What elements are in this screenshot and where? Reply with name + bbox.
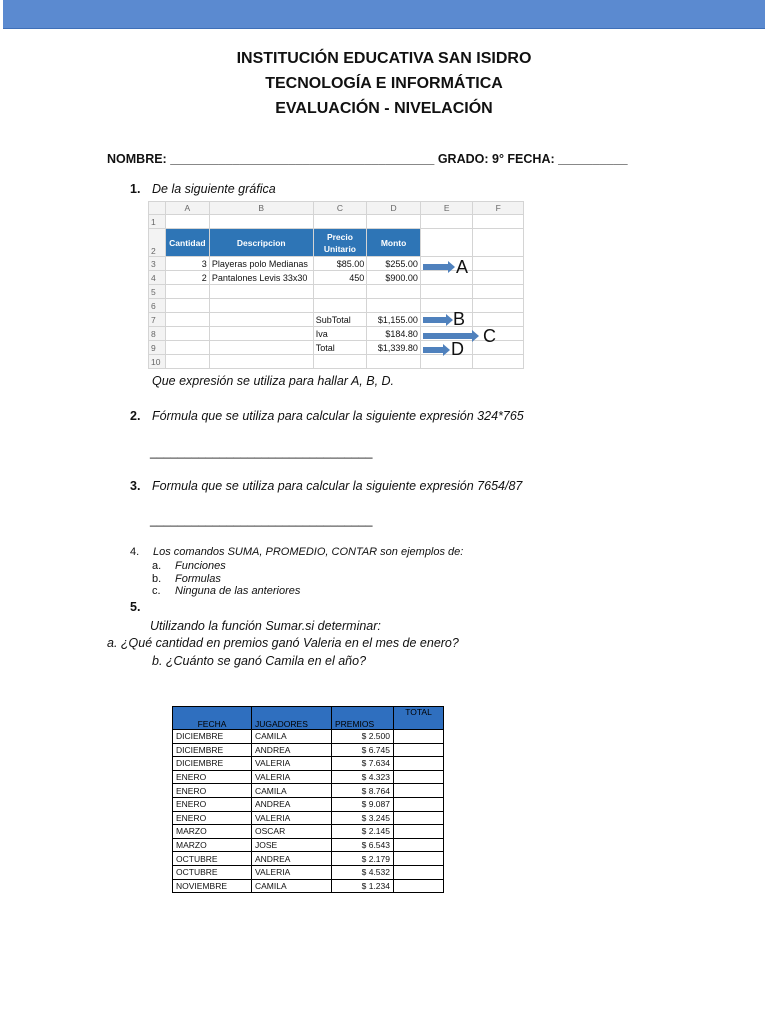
table-row	[173, 825, 444, 839]
row-number: 2	[149, 229, 166, 257]
sheet-row	[149, 355, 524, 369]
table-row	[173, 784, 444, 798]
cell-total[interactable]	[394, 797, 444, 811]
cell-total[interactable]	[394, 770, 444, 784]
premios-table	[172, 706, 444, 893]
table-row	[173, 879, 444, 893]
sheet-col-header: F	[473, 202, 524, 215]
q4-number: 4.	[130, 546, 140, 558]
sheet-row	[149, 299, 524, 313]
sheet-col-header: C	[313, 202, 367, 215]
cell-premio: $ 4.532	[332, 865, 394, 879]
school-title: INSTITUCIÓN EDUCATIVA SAN ISIDRO	[236, 50, 532, 67]
q4-option-c: Ninguna de las anteriores	[175, 585, 301, 597]
cell-desc: Playeras polo Medianas	[209, 257, 313, 271]
marker-a: A	[456, 257, 469, 277]
table-row	[173, 852, 444, 866]
q5-part-b: b. ¿Cuánto se ganó Camila en el año?	[152, 654, 367, 668]
cell-desc: Pantalones Levis 33x30	[209, 271, 313, 285]
subject-title: TECNOLOGÍA E INFORMÁTICA	[265, 75, 503, 92]
cell-iva-value: $184.80	[367, 327, 421, 341]
cell-qty: 3	[165, 257, 209, 271]
cell-total[interactable]	[394, 743, 444, 757]
header-precio-unitario: Precio Unitario	[313, 229, 367, 257]
cell-jugador: ANDREA	[252, 797, 332, 811]
table-row	[173, 865, 444, 879]
marker-b: B	[453, 309, 466, 329]
cell-total[interactable]	[394, 865, 444, 879]
cell-jugador: ANDREA	[252, 852, 332, 866]
cell-fecha: OCTUBRE	[173, 865, 252, 879]
row-number: 10	[149, 355, 166, 369]
q3-answer-line[interactable]: ________________________________	[150, 513, 373, 527]
q5-intro: Utilizando la función Sumar.si determinar:	[150, 619, 381, 633]
q2-number: 2.	[130, 409, 141, 423]
exam-title: EVALUACIÓN - NIVELACIÓN	[275, 100, 493, 117]
sheet-row	[149, 341, 524, 355]
cell-subtotal-value: $1,155.00	[367, 313, 421, 327]
cell-total[interactable]	[394, 825, 444, 839]
cell-premio: $ 2.179	[332, 852, 394, 866]
cell-fecha: ENERO	[173, 811, 252, 825]
row-number: 9	[149, 341, 166, 355]
cell-premio: $ 7.634	[332, 757, 394, 771]
cell-premio: $ 3.245	[332, 811, 394, 825]
cell-total[interactable]	[394, 811, 444, 825]
cell-total-value: $1,339.80	[367, 341, 421, 355]
sheet-corner	[149, 202, 166, 215]
cell-premio: $ 6.543	[332, 838, 394, 852]
table-row	[173, 743, 444, 757]
cell-total[interactable]	[394, 879, 444, 893]
table-row	[173, 811, 444, 825]
marker-d: D	[451, 339, 464, 359]
cell-jugador: VALERIA	[252, 811, 332, 825]
sheet-row	[149, 313, 524, 327]
marker-c: C	[483, 326, 496, 346]
sheet-col-header: D	[367, 202, 421, 215]
row-number: 3	[149, 257, 166, 271]
sheet-row	[149, 215, 524, 229]
student-info-line: NOMBRE: ______________________________________ GRADO: 9° FECHA: __________	[107, 152, 628, 166]
cell-jugador: CAMILA	[252, 784, 332, 798]
cell-jugador: VALERIA	[252, 757, 332, 771]
q4-option-letter: a.	[152, 560, 162, 572]
cell-premio: $ 2.145	[332, 825, 394, 839]
header-monto: Monto	[367, 229, 421, 257]
cell-premio: $ 9.087	[332, 797, 394, 811]
q3-number: 3.	[130, 479, 141, 493]
row-number: 8	[149, 327, 166, 341]
cell-fecha: ENERO	[173, 770, 252, 784]
q4-option-letter: b.	[152, 573, 162, 585]
cell-fecha: NOVIEMBRE	[173, 879, 252, 893]
q4-text: Los comandos SUMA, PROMEDIO, CONTAR son ejemplos de:	[153, 546, 464, 558]
cell-fecha: MARZO	[173, 825, 252, 839]
cell-total[interactable]	[394, 730, 444, 744]
q4-option-a: Funciones	[175, 560, 226, 572]
q1-followup: Que expresión se utiliza para hallar A, B, D.	[152, 374, 395, 388]
row-number: 7	[149, 313, 166, 327]
sheet-header-row	[149, 229, 524, 257]
cell-total-label: Total	[313, 341, 367, 355]
cell-amount: $900.00	[367, 271, 421, 285]
header-fecha: FECHA	[173, 707, 252, 730]
q2-text: Fórmula que se utiliza para calcular la siguiente expresión 324*765	[152, 409, 524, 423]
cell-qty: 2	[165, 271, 209, 285]
table-row	[173, 757, 444, 771]
row-number: 4	[149, 271, 166, 285]
header-jugadores: JUGADORES	[252, 707, 332, 730]
cell-fecha: DICIEMBRE	[173, 757, 252, 771]
header-premios: PREMIOS	[332, 707, 394, 730]
q4-option-letter: c.	[152, 585, 161, 597]
header-total: TOTAL	[394, 707, 444, 730]
q5-part-a: a. ¿Qué cantidad en premios ganó Valeria en el mes de enero?	[107, 636, 459, 650]
cell-jugador: OSCAR	[252, 825, 332, 839]
sheet-col-header: B	[209, 202, 313, 215]
cell-fecha: ENERO	[173, 784, 252, 798]
cell-premio: $ 6.745	[332, 743, 394, 757]
sheet-col-header: E	[420, 202, 473, 215]
cell-jugador: VALERIA	[252, 865, 332, 879]
cell-jugador: ANDREA	[252, 743, 332, 757]
row-number: 1	[149, 215, 166, 229]
q3-text: Formula que se utiliza para calcular la siguiente expresión 7654/87	[152, 479, 523, 493]
table-row	[173, 797, 444, 811]
premios-header-row	[173, 707, 444, 730]
cell-fecha: ENERO	[173, 797, 252, 811]
cell-jugador: CAMILA	[252, 730, 332, 744]
cell-iva-label: Iva	[313, 327, 367, 341]
cell-jugador: CAMILA	[252, 879, 332, 893]
spreadsheet-image	[148, 201, 524, 369]
cell-total[interactable]	[394, 784, 444, 798]
cell-subtotal-label: SubTotal	[313, 313, 367, 327]
cell-jugador: JOSE	[252, 838, 332, 852]
q4-option-b: Formulas	[175, 573, 221, 585]
arrow-icon	[423, 317, 447, 323]
cell-total[interactable]	[394, 852, 444, 866]
cell-fecha: DICIEMBRE	[173, 730, 252, 744]
cell-premio: $ 1.234	[332, 879, 394, 893]
top-banner	[3, 0, 765, 29]
table-row	[173, 838, 444, 852]
q2-answer-line[interactable]: ________________________________	[150, 445, 373, 459]
table-row	[173, 730, 444, 744]
cell-fecha: OCTUBRE	[173, 852, 252, 866]
row-number: 6	[149, 299, 166, 313]
cell-jugador: VALERIA	[252, 770, 332, 784]
arrow-icon	[423, 264, 449, 270]
cell-total[interactable]	[394, 838, 444, 852]
cell-premio: $ 8.764	[332, 784, 394, 798]
cell-premio: $ 4.323	[332, 770, 394, 784]
header-descripcion: Descripcion	[209, 229, 313, 257]
header-cantidad: Cantidad	[165, 229, 209, 257]
q5-number: 5.	[130, 600, 141, 614]
q1-text: De la siguiente gráfica	[152, 182, 276, 196]
sheet-column-headers	[149, 202, 524, 215]
sheet-col-header: A	[165, 202, 209, 215]
row-number: 5	[149, 285, 166, 299]
cell-price: 450	[313, 271, 367, 285]
cell-fecha: DICIEMBRE	[173, 743, 252, 757]
cell-total[interactable]	[394, 757, 444, 771]
arrow-icon	[423, 347, 444, 353]
cell-premio: $ 2.500	[332, 730, 394, 744]
table-row	[173, 770, 444, 784]
sheet-row	[149, 285, 524, 299]
arrow-icon	[423, 333, 473, 339]
cell-amount: $255.00	[367, 257, 421, 271]
cell-fecha: MARZO	[173, 838, 252, 852]
cell-price: $85.00	[313, 257, 367, 271]
q1-number: 1.	[130, 182, 141, 196]
